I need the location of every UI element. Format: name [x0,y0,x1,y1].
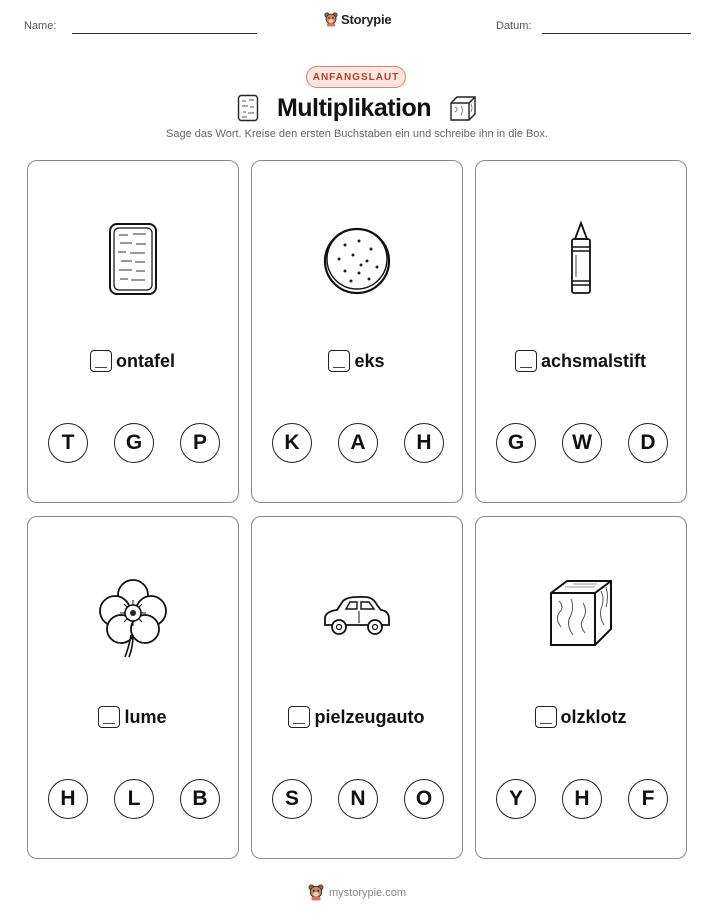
answer-box[interactable] [288,706,310,728]
letter-option[interactable]: D [628,423,668,463]
letter-options [48,423,220,463]
answer-box[interactable] [98,706,120,728]
word-card [475,160,687,503]
letter-option[interactable]: H [404,423,444,463]
word-row [476,703,685,731]
page-title: Multiplikation [276,93,432,122]
card-illustration [476,219,685,309]
name-line[interactable] [72,33,257,34]
answer-box[interactable] [515,350,537,372]
name-label: Name: [24,20,57,32]
answer-box[interactable] [328,350,350,372]
word-card [475,516,687,859]
word-ending: eks [354,350,385,371]
word-ending: ontafel [115,350,175,371]
crayon-icon [561,219,601,299]
toy-car-icon [317,575,397,655]
letter-option[interactable]: H [562,779,602,819]
letter-option[interactable]: A [338,423,378,463]
cookie-icon [317,219,397,299]
letter-option[interactable]: P [180,423,220,463]
worksheet-header [0,0,714,40]
card-illustration [252,575,461,665]
word-row [252,347,461,375]
card-illustration [252,219,461,309]
brand-name: Storypie [341,12,392,27]
chocolate-bar-icon [103,219,163,299]
answer-box[interactable] [535,706,557,728]
letter-options [272,423,444,463]
letter-option[interactable]: G [496,423,536,463]
answer-box[interactable] [90,350,112,372]
wooden-block-icon [545,575,617,651]
word-ending: pielzeugauto [314,706,425,727]
topic-badge: ANFANGSLAUT [306,66,406,88]
letter-option[interactable]: H [48,779,88,819]
letter-options [272,779,444,819]
letter-option[interactable]: O [404,779,444,819]
chocolate-bar-icon [237,94,259,122]
word-card [27,160,239,503]
card-illustration [28,575,237,665]
card-illustration [28,219,237,309]
word-ending: achsmalstift [540,350,647,371]
letter-option[interactable]: F [628,779,668,819]
word-card [27,516,239,859]
flower-icon [93,575,173,659]
brand-logo [324,12,391,27]
bear-mascot-icon [324,12,338,27]
word-ending: olzklotz [560,706,627,727]
word-card [251,516,463,859]
letter-option[interactable]: N [338,779,378,819]
wooden-block-icon [449,94,477,122]
instructions: Sage das Wort. Kreise den ersten Buchstaben ein und schreibe ihn in die Box. [166,128,548,140]
letter-options [48,779,220,819]
bear-mascot-icon [308,884,324,901]
letter-option[interactable]: W [562,423,602,463]
letter-option[interactable]: Y [496,779,536,819]
word-ending: lume [124,706,167,727]
letter-options [496,779,668,819]
word-row [28,703,237,731]
letter-option[interactable]: G [114,423,154,463]
word-row [252,703,461,731]
letter-option[interactable]: B [180,779,220,819]
footer-link[interactable]: mystorypie.com [328,886,407,899]
date-label: Datum: [496,20,532,32]
title-row [0,90,714,126]
letter-option[interactable]: L [114,779,154,819]
date-line[interactable] [542,33,691,34]
footer [0,884,714,901]
letter-option[interactable]: K [272,423,312,463]
letter-options [496,423,668,463]
word-row [476,347,685,375]
letter-option[interactable]: T [48,423,88,463]
card-illustration [476,575,685,665]
letter-option[interactable]: S [272,779,312,819]
word-card [251,160,463,503]
word-row [28,347,237,375]
